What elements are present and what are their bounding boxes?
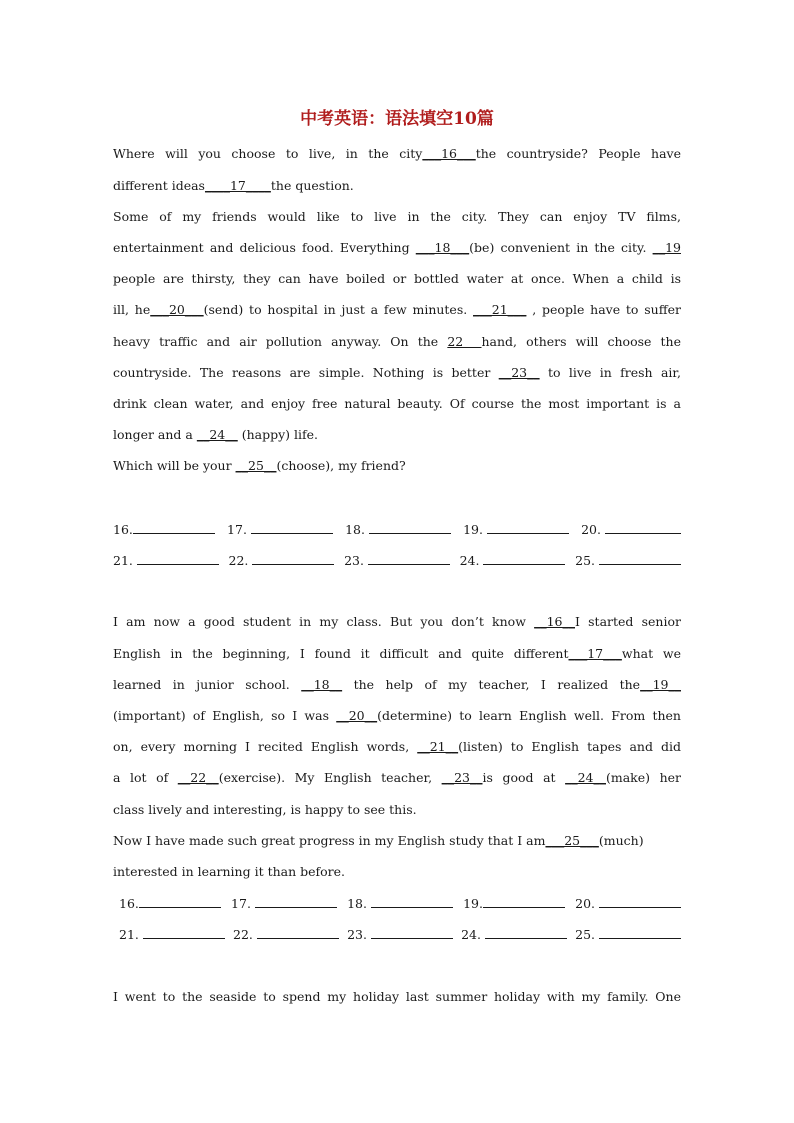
answer-line[interactable] [251, 521, 333, 534]
text: I am now a good student in my class. But you don’t know [113, 614, 535, 629]
answer-number: 20. [575, 896, 599, 911]
passage1-line-2 [113, 178, 681, 194]
text: is good at [482, 770, 566, 785]
answer-number: 24. [459, 553, 484, 568]
answer-number: 22. [228, 553, 253, 568]
answer-number: 23. [347, 927, 371, 942]
blank-24: __24__ [196, 427, 238, 442]
answer-slot[interactable] [227, 521, 333, 537]
answer-slot[interactable] [575, 926, 681, 942]
answer-line[interactable] [599, 895, 681, 908]
passage2-line-5 [113, 739, 681, 755]
answer-row-1 [113, 521, 681, 537]
passage1-line-8 [113, 365, 681, 381]
answer-number: 18. [347, 896, 371, 911]
answer-line[interactable] [143, 926, 225, 939]
answer-number: 22. [233, 927, 257, 942]
blank-17: ___17___ [568, 646, 622, 661]
answer-number: 20. [581, 522, 605, 537]
answer-slot[interactable] [113, 552, 219, 568]
blank-16: __16__ [534, 614, 575, 629]
answer-line[interactable] [137, 552, 219, 565]
text: Where will you choose to live, in the city [113, 146, 423, 161]
text: entertainment and delicious food. Everything [113, 240, 416, 255]
text: (choose), my friend? [276, 458, 406, 473]
answer-number: 19. [463, 896, 483, 911]
text: the question. [270, 178, 354, 193]
blank-21: ___21___ [473, 302, 527, 317]
answer-number: 16. [119, 896, 139, 911]
answer-slot[interactable] [463, 521, 569, 537]
answer-number: 17. [227, 522, 251, 537]
text: English in the beginning, I found it difficult and quite different [113, 646, 569, 661]
text: learned in junior school. [113, 677, 302, 692]
answer-line[interactable] [368, 552, 450, 565]
answer-slot[interactable] [233, 926, 339, 942]
answer-slot[interactable] [344, 552, 450, 568]
page-title: 中考英语：语法填空10篇 [300, 109, 494, 129]
answer-row-4 [119, 926, 681, 942]
text: the help of my teacher, I realized the [342, 677, 641, 692]
answer-slot[interactable] [119, 895, 221, 911]
answer-slot[interactable] [460, 552, 566, 568]
text: (make) her [606, 770, 681, 785]
passage1-line-1 [113, 146, 681, 162]
answer-number: 25. [575, 927, 599, 942]
answer-line[interactable] [133, 521, 215, 534]
text: ill, he [113, 302, 151, 317]
text: on, every morning I recited English words, [113, 739, 418, 754]
passage1-line-4 [113, 240, 681, 256]
answer-number: 21. [113, 553, 137, 568]
text: hand, others will choose the [481, 334, 681, 349]
blank-25: __25__ [235, 458, 277, 473]
blank-22: 22 [447, 334, 482, 349]
text: (be) convenient in the city. [469, 240, 653, 255]
passage1-line-6 [113, 302, 681, 318]
answer-line[interactable] [483, 895, 565, 908]
answer-line[interactable] [369, 521, 451, 534]
passage1-line-5: people are thirsty, they can have boiled or bottled water at once. When a child is [113, 271, 681, 286]
text: different ideas [113, 178, 205, 193]
answer-slot[interactable] [347, 926, 453, 942]
passage2-line-3 [113, 677, 681, 693]
blank-19: __19__ [640, 677, 681, 692]
answer-slot[interactable] [575, 552, 681, 568]
blank-25: ___25___ [545, 833, 599, 848]
answer-number: 23. [344, 553, 368, 568]
text: the countryside? People have [475, 146, 681, 161]
answer-line[interactable] [371, 895, 453, 908]
answer-slot[interactable] [345, 521, 451, 537]
text: Which will be your [113, 458, 236, 473]
answer-row-3 [119, 895, 681, 911]
blank-20: __20__ [336, 708, 378, 723]
answer-number: 17. [231, 896, 255, 911]
blank-19: __19 [652, 240, 681, 255]
answer-number: 21. [119, 927, 143, 942]
blank-21: __21__ [417, 739, 459, 754]
answer-line[interactable] [483, 552, 565, 565]
passage1-line-3: Some of my friends would like to live in the city. They can enjoy TV films, [113, 209, 681, 224]
blank-24: __24__ [565, 770, 606, 785]
text: to live in fresh air, [539, 365, 681, 380]
passage1-line-7 [113, 334, 681, 350]
answer-slot[interactable] [347, 895, 453, 911]
text: (much) [598, 833, 644, 848]
answer-slot[interactable] [463, 895, 565, 911]
answer-line[interactable] [371, 926, 453, 939]
passage2-line-7: class lively and interesting, is happy to see this. [113, 802, 417, 817]
answer-line[interactable] [599, 552, 681, 565]
answer-slot[interactable] [113, 521, 215, 537]
text: countryside. The reasons are simple. Nothing is better [113, 365, 499, 380]
blank-16: ___16___ [422, 146, 476, 161]
answer-line[interactable] [255, 895, 337, 908]
text: a lot of [113, 770, 178, 785]
answer-line[interactable] [257, 926, 339, 939]
answer-slot[interactable] [231, 895, 337, 911]
text: , people have to suffer [526, 302, 681, 317]
blank-23: __23__ [441, 770, 483, 785]
passage2-line-8 [113, 833, 681, 849]
text: what we [621, 646, 682, 661]
text: (happy) life. [237, 427, 318, 442]
passage1-line-11 [113, 458, 681, 474]
answer-slot[interactable] [581, 521, 681, 537]
passage1-line-10 [113, 427, 681, 443]
answer-line[interactable] [139, 895, 221, 908]
passage2-line-6 [113, 770, 681, 786]
answer-line[interactable] [599, 926, 681, 939]
blank-17: ____17____ [204, 178, 271, 193]
blank-18: ___18___ [415, 240, 470, 255]
passage3-line-1: I went to the seaside to spend my holiday last summer holiday with my family. One [113, 989, 681, 1004]
text: (determine) to learn English well. From then [377, 708, 681, 723]
answer-line[interactable] [252, 552, 334, 565]
answer-slot[interactable] [229, 552, 335, 568]
passage2-line-1 [113, 614, 681, 630]
blank-18: __18__ [301, 677, 343, 692]
answer-line[interactable] [487, 521, 569, 534]
answer-line[interactable] [485, 926, 567, 939]
answer-slot[interactable] [461, 926, 567, 942]
text: (important) of English, so I was [113, 708, 337, 723]
passage2-line-9: interested in learning it than before. [113, 864, 346, 879]
text: heavy traffic and air pollution anyway. On the [113, 334, 448, 349]
answer-number: 24. [461, 927, 485, 942]
passage2-line-4 [113, 708, 681, 724]
text: Now I have made such great progress in my English study that I am [113, 833, 546, 848]
answer-line[interactable] [605, 521, 681, 534]
passage1-line-9: drink clean water, and enjoy free natural beauty. Of course the most important is a [113, 396, 681, 411]
blank-22: __22__ [177, 770, 219, 785]
blank-20: ___20___ [150, 302, 204, 317]
answer-number: 19. [463, 522, 487, 537]
answer-slot[interactable] [119, 926, 225, 942]
passage2-line-2 [113, 646, 681, 662]
text: longer and a [113, 427, 197, 442]
answer-row-2 [113, 552, 681, 568]
answer-number: 25. [575, 553, 599, 568]
text: (exercise). My English teacher, [218, 770, 442, 785]
answer-number: 16. [113, 522, 133, 537]
answer-slot[interactable] [575, 895, 681, 911]
answer-number: 18. [345, 522, 369, 537]
blank-23: __23__ [498, 365, 540, 380]
text: I started senior [575, 614, 681, 629]
text: (listen) to English tapes and did [458, 739, 681, 754]
text: (send) to hospital in just a few minutes. [203, 302, 474, 317]
